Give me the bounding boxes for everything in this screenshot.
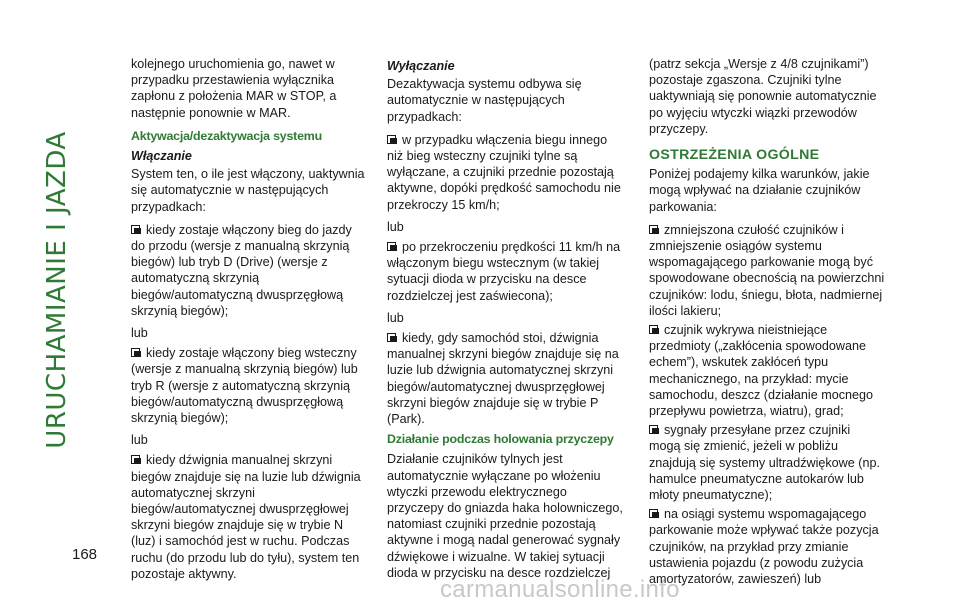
col1-bullet-2 <box>131 345 367 426</box>
col3-bullet-2 <box>649 322 885 419</box>
col3-intro: (patrz sekcja „Wersje z 4/8 czujnikami”) pozostaje zgaszona. Czujniki tylne uaktywniają się ponownie automatycznie po wyjęciu wtyczki wiązki przewodów przyczepy. <box>649 57 877 136</box>
col2-label: Wyłączanie <box>387 59 455 73</box>
column-1 <box>131 56 367 585</box>
col2-lub-2: lub <box>387 310 404 325</box>
col2-para: Dezaktywacja systemu odbywa się automatycznie w następujących przypadkach: <box>387 77 582 124</box>
bullet-icon <box>649 225 660 234</box>
column-3 <box>649 56 885 590</box>
col3-bullet-2-text: czujnik wykrywa nieistniejące przedmioty („zakłócenia spowodowane echem”), wskutek zakłóceń typu mechanicznego, na przykład: mycie samochodu, deszcz (działanie mocnego przepływu powietrza, wiatru), grad; <box>649 323 874 419</box>
col1-bullet-2-text: kiedy zostaje włączony bieg wsteczny (wersje z manualną skrzynią biegów) lub tryb R (wersje z automatyczną skrzynią biegów/automatyczną dwusprzęgłową skrzynią biegów); <box>131 346 358 426</box>
bullet-icon <box>649 325 660 334</box>
col2-lub-1: lub <box>387 219 404 234</box>
col2-heading: Działanie podczas holowania przyczepy <box>387 432 614 447</box>
col3-bullet-3 <box>649 422 885 503</box>
col1-label: Włączanie <box>131 149 192 164</box>
bullet-icon <box>387 135 398 144</box>
col3-para: Poniżej podajemy kilka warunków, jakie mogą wpływać na działanie czujników parkowania: <box>649 167 870 214</box>
bullet-icon <box>131 225 142 234</box>
bullet-icon <box>131 455 142 464</box>
side-chapter-title-text: URUCHAMIANIE I JAZDA <box>42 131 72 449</box>
col2-para-2: Działanie czujników tylnych jest automatycznie wyłączane po włożeniu wtyczki przewodu elektrycznego przyczepy do gniazda haka holowniczego, natomiast czujniki przednie pozostają aktywne i mogą nadal generować sygnały dźwiękowe i wizualne. W takiej sytuacji dioda w przycisku na desce rozdzielczej <box>387 452 623 580</box>
col3-section-heading: OSTRZEŻENIA OGÓLNE <box>649 147 820 164</box>
col3-bullet-4 <box>649 506 885 587</box>
col2-bullet-1 <box>387 132 623 213</box>
col1-para: System ten, o ile jest włączony, uaktywnia się automatycznie w następujących przypadkach: <box>131 167 365 214</box>
bullet-icon <box>649 509 660 518</box>
col1-lub-1: lub <box>131 326 148 341</box>
col1-bullet-1 <box>131 222 367 319</box>
col2-bullet-3-text: kiedy, gdy samochód stoi, dźwignia manualnej skrzyni biegów znajduje się na luzie lub dźwignia automatycznej skrzyni biegów/automatycznej dwusprzęgłowej skrzyni biegów znajduje się w trybie P (Park). <box>387 331 619 427</box>
col1-intro: kolejnego uruchomienia go, nawet w przypadku przestawienia wyłącznika zapłonu z położenia MAR w STOP, a następnie ponownie w MAR. <box>131 57 337 120</box>
bullet-icon <box>387 333 398 342</box>
bullet-icon <box>387 242 398 251</box>
footer-watermark: carmanualsonline.info <box>440 576 680 603</box>
col1-lub-2: lub <box>131 433 148 448</box>
col1-bullet-1-text: kiedy zostaje włączony bieg do jazdy do przodu (wersje z manualną skrzynią biegów) lub tryb D (Drive) (wersje z automatyczną skrzynią biegów/automatyczną dwusprzęgłową skrzynią biegów); <box>131 222 352 318</box>
col3-bullet-1 <box>649 222 885 319</box>
col2-bullet-2 <box>387 239 623 304</box>
col2-bullet-2-text: po przekroczeniu prędkości 11 km/h na włączonym biegu wstecznym (w takiej sytuacji dioda w przycisku na desce rozdzielczej jest zaświecona); <box>387 240 621 303</box>
col3-bullet-3-text: sygnały przesyłane przez czujniki mogą się zmienić, jeżeli w pobliżu znajdują się systemy ultradźwiękowe (np. hamulce pneumatyczne autokarów lub młoty pneumatyczne); <box>649 423 880 503</box>
col2-bullet-3 <box>387 330 623 427</box>
page-number: 168 <box>72 546 98 563</box>
col1-heading: Aktywacja/dezaktywacja systemu <box>131 128 322 143</box>
col3-bullet-4-text: na osiągi systemu wspomagającego parkowanie może wpływać także pozycja czujników, na przykład przy zmianie ustawienia pojazdu (z powodu zużycia amortyzatorów, zawieszeń) lub <box>649 507 879 587</box>
col3-bullet-1-text: zmniejszona czułość czujników i zmniejszenie osiągów systemu wspomagającego parkowanie mogą być spowodowane obecnością na powierzchni czujników: lodu, śniegu, błota, nadmiernej ilości lakieru; <box>649 222 885 318</box>
bullet-icon <box>131 348 142 357</box>
col1-bullet-3-text: kiedy dźwignia manualnej skrzyni biegów znajduje się na luzie lub dźwignia automatycznej skrzyni biegów/automatycznej dwusprzęgłowej skrzyni biegów znajduje się w trybie N (luz) i samochód jest w ruchu. Podczas ruchu (do przodu lub do tyłu), system ten pozostaje aktywny. <box>131 453 361 581</box>
column-2 <box>387 58 623 588</box>
bullet-icon <box>649 425 660 434</box>
side-chapter-title <box>22 40 92 540</box>
col2-bullet-1-text: w przypadku włączenia biegu innego niż bieg wsteczny czujniki tylne są wyłączane, a czujniki przednie pozostają aktywne, dopóki prędkość samochodu nie przekroczy 15 km/h; <box>387 132 621 212</box>
col1-bullet-3 <box>131 452 367 582</box>
